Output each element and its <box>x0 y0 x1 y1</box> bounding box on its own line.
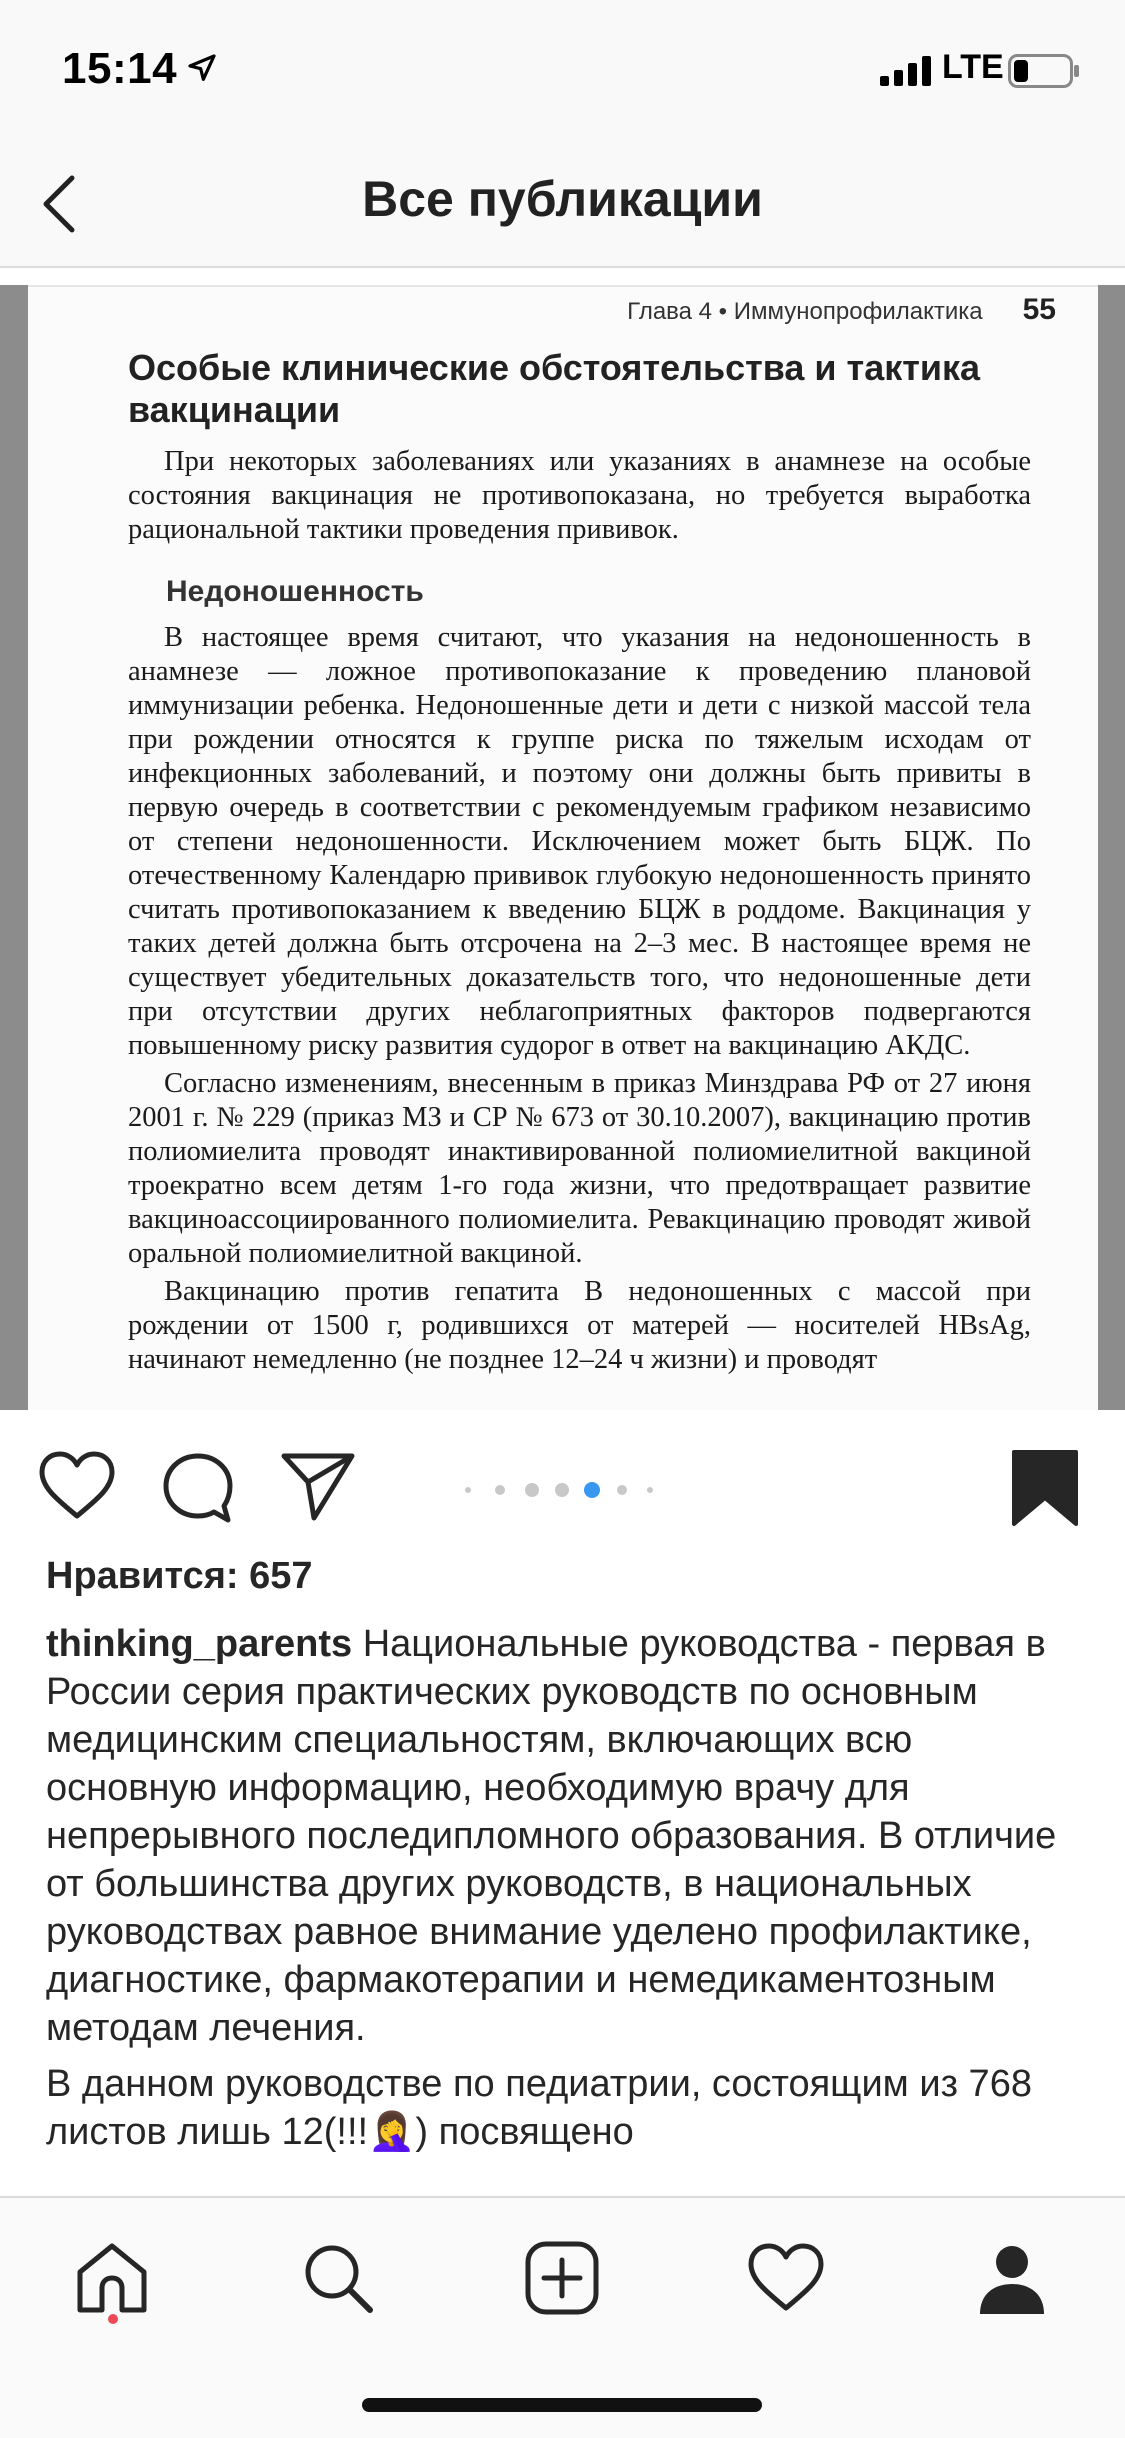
heart-icon[interactable] <box>38 1450 116 1522</box>
body-paragraph: Вакцинацию против гепатита B недоношенных с массой при рождении от 1500 г, родившихся от матерей — носителей HBsAg, начинают немедленно (не позднее 12–24 ч жизни) и проводят <box>128 1276 1031 1375</box>
home-icon[interactable] <box>72 2238 152 2318</box>
battery-icon <box>1008 54 1080 88</box>
profile-icon[interactable] <box>972 2238 1052 2318</box>
caption-text-continued: В данном руководстве по педиатрии, состоящим из 768 листов лишь 12(!!!🤦‍♀️) посвящено <box>46 2063 1032 2153</box>
post-image[interactable] <box>0 285 1125 1410</box>
caption-username[interactable]: thinking_parents <box>46 1623 353 1665</box>
activity-heart-icon[interactable] <box>746 2238 826 2318</box>
carousel-indicator <box>460 1480 670 1500</box>
section-body <box>128 621 1031 1381</box>
section-intro: При некоторых заболеваниях или указаниях в анамнезе на особые состояния вакцинация не противопоказана, но требуется выработка рациональной тактики проведения прививок. <box>128 446 1031 545</box>
page-edge <box>28 285 1098 287</box>
bookmark-icon[interactable] <box>1010 1448 1080 1528</box>
add-post-icon[interactable] <box>522 2238 602 2318</box>
location-arrow-icon <box>186 52 218 84</box>
like-count[interactable]: Нравится: 657 <box>46 1555 313 1597</box>
body-paragraph: Согласно изменениям, внесенным в приказ Минздрава РФ от 27 июня 2001 г. № 229 (приказ МЗ и СР № 673 от 30.10.2007), вакцинацию против полиомиелита проводят инактивированной полиомиелитной вакциной троекратно всем детям 1-го года жизни, что предотвращает развитие вакциноассоциированного полиомиелита. Ревакцинацию проводят живой оральной полиомиелитной вакциной. <box>128 1068 1031 1269</box>
post-actions <box>0 1410 1125 1560</box>
body-paragraph: В настоящее время считают, что указания на недоношенность в анамнезе — ложное противопоказание к проведению плановой иммунизации ребенка. Недоношенные дети и дети с низкой массой тела при рождении относятся к группе риска по тяжелым исходам от инфекционных заболеваний, и поэтому они должны быть привиты в первую очередь в соответствии с рекомендуемым графиком независимо от степени недоношенности. Исключением может быть БЦЖ. По отечественному Календарю прививок глубокую недоношенность принято считать противопоказанием к введению БЦЖ в роддоме. Вакцинация у таких детей должна быть отсрочена на 2–3 мес. В настоящее время не существует убедительных доказательств того, что недоношенные дети при отсутствии других неблагоприятных факторов подвергаются повышенному риску развития судорог в ответ на вакцинацию АКДС. <box>128 622 1031 1061</box>
home-indicator[interactable] <box>362 2398 762 2412</box>
search-icon[interactable] <box>298 2238 378 2318</box>
status-bar <box>0 0 1125 140</box>
notification-dot <box>108 2314 118 2324</box>
post-caption <box>46 1620 1086 2200</box>
status-time: 15:14 <box>62 44 178 93</box>
carrier-label: LTE <box>942 48 1004 86</box>
caption-text: Национальные руководства - первая в России серия практических руководств по основным медицинским специальностям, включающих всю основную информацию, необходимую врачу для непрерывного последипломного образования. В отличие от большинства других руководств, в национальных руководствах равное внимание уделено профилактике, диагностике, фармакотерапии и немедикаментозным методам лечения. <box>46 1623 1057 2049</box>
page-header <box>627 293 1056 327</box>
book-page <box>28 285 1098 1410</box>
nav-bar <box>0 140 1125 268</box>
subsection-title: Недоношенность <box>166 575 424 608</box>
signal-bars-icon <box>880 56 932 86</box>
paper-plane-icon[interactable] <box>280 1450 356 1522</box>
section-title: Особые клинические обстоятельства и тактика вакцинации <box>128 347 981 430</box>
page-title: Все публикации <box>362 171 763 227</box>
chapter-label: Глава 4 • Иммунопрофилактика <box>627 298 983 325</box>
comment-icon[interactable] <box>160 1450 236 1526</box>
page-number: 55 <box>1022 293 1056 326</box>
